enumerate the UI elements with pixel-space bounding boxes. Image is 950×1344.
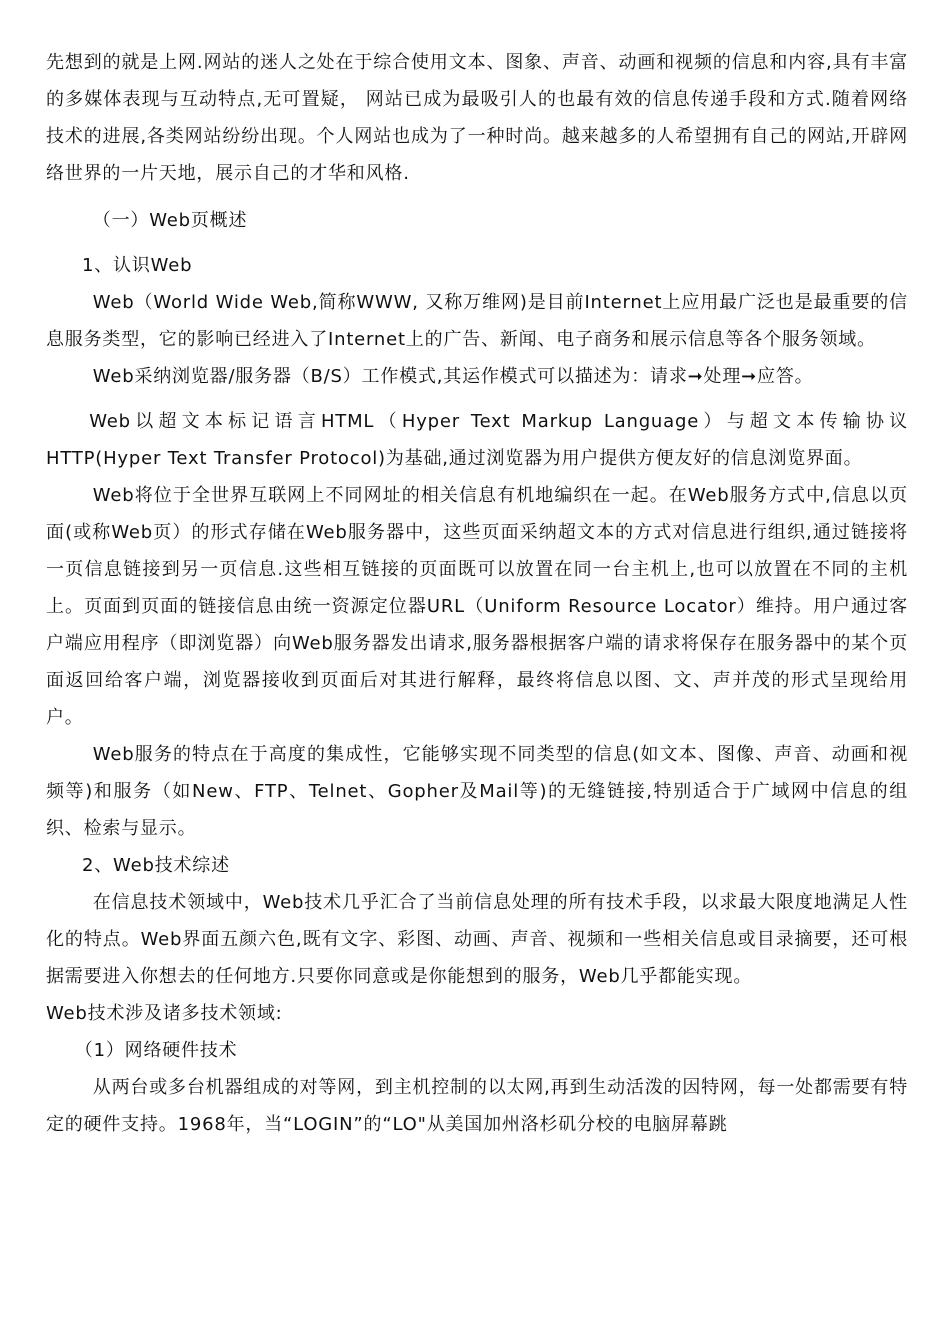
paragraph-web-tech-summary: 在信息技术领域中，Web技术几乎汇合了当前信息处理的所有技术手段，以求最大限度地满足人性化的特点。Web界面五颜六色,既有文字、彩图、动画、声音、视频和一些相关信息或目录摘要，还可根据需要进入你想去的任何地方.只要你同意或是你能想到的服务，Web几乎都能实现。 xyxy=(46,892,908,987)
paragraph-web-weaving: Web将位于全世界互联网上不同网址的相关信息有机地编织在一起。在Web服务方式中,信息以页面(或称Web页）的形式存储在Web服务器中，这些页面采纳超文本的方式对信息进行组织,通过链接将一页信息链接到另一页信息.这些相互链接的页面既可以放置在同一台主机上,也可以放置在不同的主机上。页面到页面的链接信息由统一资源定位器URL（Uniform Resource Locator）维持。用户通过客户端应用程序（即浏览器）向Web服务器发出请求,服务器根据客户端的请求将保存在服务器中的某个页面返回给客户端，浏览器接收到页面后对其进行解释，最终将信息以图、文、声并茂的形式呈现给用户。 xyxy=(46,485,908,728)
paragraph-tech-fields: Web技术涉及诸多技术领域: xyxy=(46,1003,283,1024)
paragraph-bs-mode: Web采纳浏览器/服务器（B/S）工作模式,其运作模式可以描述为：请求➞处理➞应答。 xyxy=(92,366,814,387)
paragraph-intro: 先想到的就是上网.网站的迷人之处在于综合使用文本、图象、声音、动画和视频的信息和内容,具有丰富的多媒体表现与互动特点,无可置疑， 网站已成为最吸引人的也最有效的信息传递手段和方式.随着网络技术的进展,各类网站纷纷出现。个人网站也成为了一种时尚。越来越多的人希望拥有自己的网站,开辟网络世界的一片天地，展示自己的才华和风格. xyxy=(46,52,908,184)
document-page xyxy=(46,44,908,1143)
paragraph-web-features: Web服务的特点在于高度的集成性，它能够实现不同类型的信息(如文本、图像、声音、动画和视频等)和服务（如New、FTP、Telnet、Gopher及Mail等)的无缝链接,特别适合于广域网中信息的组织、检索与显示。 xyxy=(46,744,908,839)
paragraph-web-definition: Web（World Wide Web,简称WWW, 又称万维网)是目前Internet上应用最广泛也是最重要的信息服务类型，它的影响已经进入了Internet上的广告、新闻、电子商务和展示信息等各个服务领域。 xyxy=(46,292,908,350)
subsection-heading-web-tech: 2、Web技术综述 xyxy=(82,855,230,876)
section-heading-web-overview: （一）Web页概述 xyxy=(92,210,248,231)
paragraph-network-hardware: 从两台或多台机器组成的对等网，到主机控制的以太网,再到生动活泼的因特网，每一处都需要有特定的硬件支持。1968年，当“LOGIN”的“LO"从美国加州洛杉矶分校的电脑屏幕跳 xyxy=(46,1077,908,1135)
subsection-heading-know-web: 1、认识Web xyxy=(82,255,193,276)
paragraph-html-http: Web以超文本标记语言HTML（Hyper Text Markup Language）与超文本传输协议HTTP(Hyper Text Transfer Protocol)为基础,通过浏览器为用户提供方便友好的信息浏览界面。 xyxy=(46,411,908,469)
subsection-heading-network-hardware: （1）网络硬件技术 xyxy=(74,1040,238,1061)
